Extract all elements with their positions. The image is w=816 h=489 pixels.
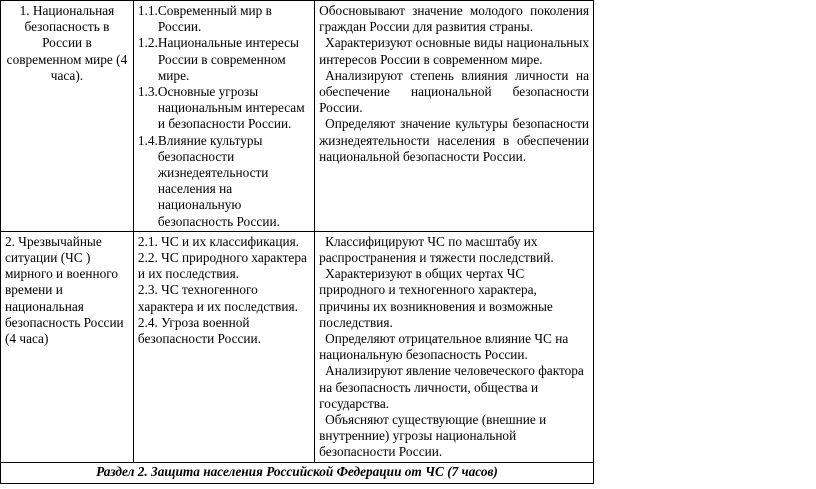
subtopics-cell [133,231,314,462]
subtopic-item: 2.3. ЧС техногенного характера и их последствия. [137,282,298,314]
activity-item: Классифицируют ЧС по масштабу их распространения и тяжести последствий. [319,233,554,266]
activity-item: Определяют отрицательное влияние ЧС на национальную безопасность России. [319,331,569,363]
activity-item: Обосновывают значение молодого поколения граждан России для развития страны. [319,3,589,35]
activity-item: Характеризуют в общих чертах ЧС природного и техногенного характера, причины их возникновения и возможные последствия. [319,266,553,330]
activity-item: Анализируют степень влияния личности на обеспечение национальной безопасности России. [319,67,589,116]
activity-item: Анализируют явление человеческого фактора на безопасность личности, общества и государства. [319,363,584,411]
topic-text: 1. Национальная безопасность в России в современном мире (4 часа). [6,3,128,83]
subtopic-item: 1.2.Национальные интересы России в современном мире. [137,35,299,83]
subtopic-item: 1.4.Влияние культуры безопасности жизнедеятельности населения на национальную безопасность России. [137,132,280,229]
section-row [1,462,594,483]
activity-item: Объясняют существующие (внешние и внутренние) угрозы национальной безопасности России. [319,412,547,460]
topic-text: 2. Чрезвычайные ситуации (ЧС ) мирного и военного времени и национальная безопасность России (4 часа) [5,233,124,347]
table-row [1,231,594,462]
activity-item: Определяют значение культуры безопасности жизнедеятельности населения в обеспечении национальной безопасности России. [319,116,589,164]
subtopic-item: 1.1.Современный мир в России. [137,3,272,35]
activity-item: Характеризуют основные виды национальных интересов России в современном мире. [319,35,589,67]
topic-cell [1,231,134,462]
subtopic-item: 2.1. ЧС и их классификация. [137,233,300,249]
topic-cell [1,1,134,232]
subtopic-item: 1.3.Основные угрозы национальным интересам и безопасности России. [137,84,305,132]
activities-cell [315,231,594,462]
table-row [1,1,594,232]
activities-cell [315,1,594,232]
subtopics-cell [133,1,314,232]
section-title: Раздел 2. Защита населения Российской Федерации от ЧС (7 часов) [1,462,594,483]
subtopic-item: 2.2. ЧС природного характера и их последствия. [137,250,307,282]
subtopic-item: 2.4. Угроза военной безопасности России. [137,314,261,347]
